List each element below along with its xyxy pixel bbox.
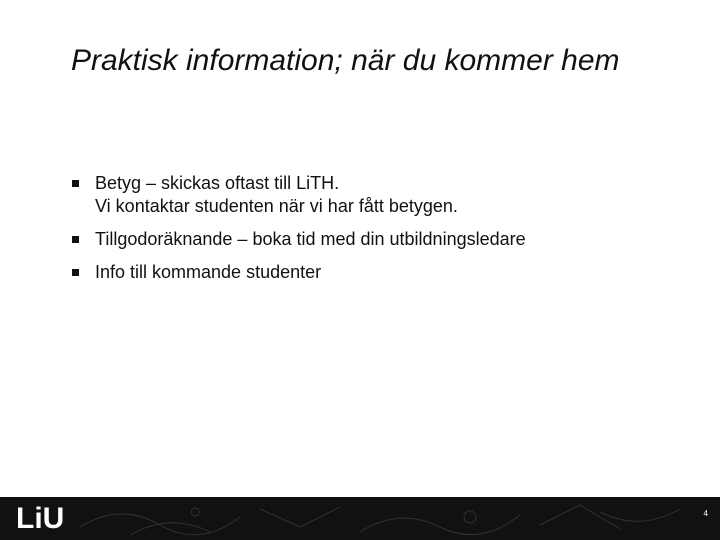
footer-bar xyxy=(0,497,720,540)
page-number: 4 xyxy=(703,509,708,518)
bullet-item xyxy=(70,261,690,284)
bullet-text: Betyg – skickas oftast till LiTH. xyxy=(95,173,340,193)
bullet-text: Info till kommande studenter xyxy=(95,262,322,282)
liu-logo: LiU xyxy=(16,502,65,535)
square-bullet-icon xyxy=(72,180,79,187)
square-bullet-icon xyxy=(72,269,79,276)
bullet-list xyxy=(70,172,690,294)
bullet-text: Vi kontaktar studenten när vi har fått betygen. xyxy=(95,196,458,216)
bullet-item xyxy=(70,172,690,218)
bullet-text: Tillgodoräknande – boka tid med din utbildningsledare xyxy=(95,229,526,249)
slide-title: Praktisk information; när du kommer hem xyxy=(71,44,620,77)
square-bullet-icon xyxy=(72,236,79,243)
footer-texture xyxy=(0,497,720,540)
bullet-item xyxy=(70,228,690,251)
